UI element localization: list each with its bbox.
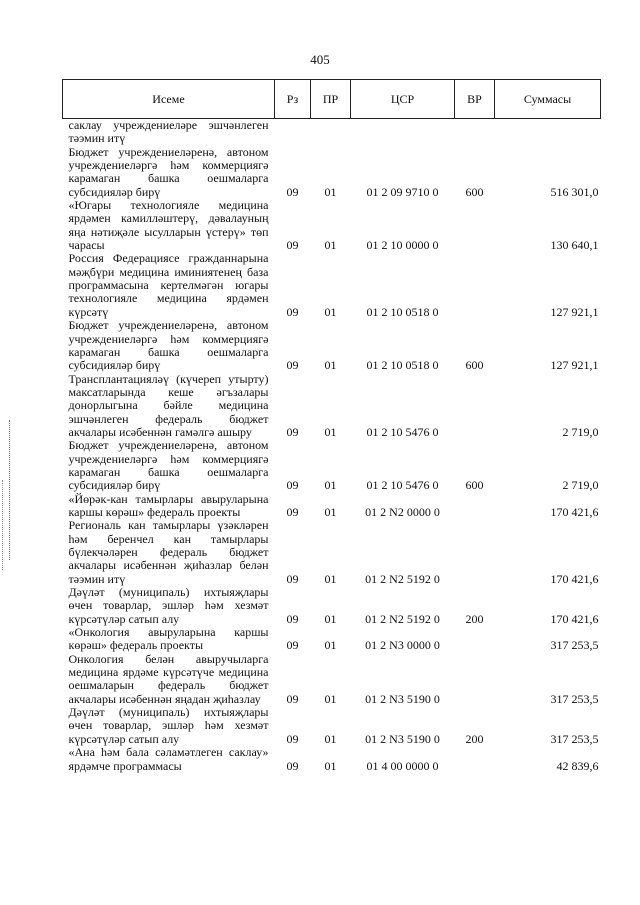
cell-pr: 01 xyxy=(324,238,337,253)
cell-pr: 01 xyxy=(324,638,337,653)
cell-sum: 170 421,6 xyxy=(550,571,599,586)
table-row xyxy=(63,746,601,773)
cell-name: «Йөрәк-кан тамырлары авыруларына каршы көрәш» федераль проекты xyxy=(68,491,269,519)
table-row xyxy=(63,252,601,319)
cell-sum: 127 921,1 xyxy=(550,358,599,373)
table-row xyxy=(63,119,601,146)
cell-csr: 01 2 N2 0000 0 xyxy=(365,504,440,519)
cell-name: саклау учреждениеләре эшчәнлеген тәэмин итү xyxy=(68,118,269,146)
header-csr: ЦСР xyxy=(351,80,455,119)
scan-margin-marks xyxy=(9,420,12,560)
cell-vr xyxy=(455,653,495,706)
cell-name: Бюджет учреждениеләренә, автоном учреждениеләргә һәм коммерциягә карамаган башка оешмаларга субсидияләр бирү xyxy=(68,438,269,493)
cell-csr: 01 2 10 0518 0 xyxy=(366,304,439,319)
cell-name: Бюджет учреждениеләренә, автоном учреждениеләргә һәм коммерциягә карамаган башка оешмаларга субсидияләр бирү xyxy=(68,318,269,373)
cell-vr xyxy=(455,519,495,586)
cell-rz: 09 xyxy=(286,611,299,626)
table-header xyxy=(63,80,601,119)
cell-sum: 516 301,0 xyxy=(550,184,599,199)
cell-sum: 127 921,1 xyxy=(550,304,599,319)
cell-vr xyxy=(455,626,495,653)
cell-rz: 09 xyxy=(286,758,299,773)
cell-sum: 42 839,6 xyxy=(556,758,599,773)
cell-csr: 01 2 10 5476 0 xyxy=(366,424,439,439)
cell-name: Россия Федерациясе гражданнарына мәҗбүри медицина иминиятенең база программасына кертелмәгән югары технологияле медицина ярдәмен күрсәтү xyxy=(68,251,269,319)
cell-name: Дәүләт (муниципаль) ихтыяҗлары өчен товарлар, эшләр һәм хезмәт күрсәтүләр сатып алу xyxy=(68,585,269,626)
cell-vr xyxy=(455,493,495,520)
cell-csr: 01 2 10 0518 0 xyxy=(366,358,439,373)
cell-name: Онкология белән авыручыларга медицина ярдәме күрсәтүче медицина оешмаларын федераль бюджет акчалары исәбеннән яңадан җиһазлау xyxy=(68,651,269,706)
table-row xyxy=(63,319,601,372)
cell-pr: 01 xyxy=(324,478,337,493)
table-row xyxy=(63,146,601,199)
cell-csr: 01 2 N3 5190 0 xyxy=(365,731,440,746)
cell-pr: 01 xyxy=(324,304,337,319)
cell-rz: 09 xyxy=(286,184,299,199)
table-row xyxy=(63,653,601,706)
cell-rz: 09 xyxy=(286,304,299,319)
header-vr: ВР xyxy=(455,80,495,119)
cell-name: Региональ кан тамырлары үзәкләрен һәм беренчел кан тамырлары бүлекчәләрен федераль бюджет акчалары исәбеннән җиһазлар белән тәэмин итү xyxy=(68,518,269,586)
header-name: Исеме xyxy=(63,80,275,119)
cell-sum: 2 719,0 xyxy=(562,478,599,493)
cell-rz: 09 xyxy=(286,571,299,586)
cell-sum xyxy=(495,119,601,146)
cell-rz: 09 xyxy=(286,638,299,653)
cell-csr: 01 2 10 5476 0 xyxy=(366,478,439,493)
cell-rz: 09 xyxy=(286,691,299,706)
header-row xyxy=(63,80,601,119)
table-row xyxy=(63,706,601,746)
cell-sum: 170 421,6 xyxy=(550,504,599,519)
budget-table xyxy=(62,79,601,773)
cell-pr: 01 xyxy=(324,691,337,706)
cell-sum: 317 253,5 xyxy=(550,731,599,746)
cell-name: Бюджет учреждениеләренә, автоном учреждениеләргә һәм коммерциягә карамаган башка оешмаларга субсидияләр бирү xyxy=(68,144,269,199)
cell-name: Дәүләт (муниципаль) ихтыяҗлары өчен товарлар, эшләр һәм хезмәт күрсәтүләр сатып алу xyxy=(68,705,269,746)
cell-pr: 01 xyxy=(324,571,337,586)
header-rz: Рз xyxy=(275,80,311,119)
cell-sum: 317 253,5 xyxy=(550,638,599,653)
cell-pr: 01 xyxy=(324,184,337,199)
cell-vr xyxy=(455,373,495,440)
header-pr: ПР xyxy=(311,80,351,119)
scan-margin-marks-secondary xyxy=(2,480,5,570)
cell-rz: 09 xyxy=(286,731,299,746)
budget-table-container xyxy=(62,79,600,773)
page-number: 405 xyxy=(310,52,330,67)
cell-pr: 01 xyxy=(324,731,337,746)
cell-pr: 01 xyxy=(324,611,337,626)
cell-pr: 01 xyxy=(324,358,337,373)
cell-sum: 130 640,1 xyxy=(550,238,599,253)
cell-rz: 09 xyxy=(286,238,299,253)
cell-csr: 01 4 00 0000 0 xyxy=(366,758,439,773)
cell-vr: 200 xyxy=(465,611,484,626)
table-row xyxy=(63,493,601,520)
cell-rz: 09 xyxy=(286,478,299,493)
cell-rz xyxy=(275,119,311,146)
cell-name: «Югары технологияле медицина ярдәмен камилләштерү, дәвалауның яңа нәтиҗәле ысулларын үстерү» төп чарасы xyxy=(68,198,269,253)
cell-csr xyxy=(351,119,455,146)
cell-csr: 01 2 09 9710 0 xyxy=(366,184,439,199)
cell-rz: 09 xyxy=(286,504,299,519)
cell-vr: 600 xyxy=(465,184,484,199)
cell-vr xyxy=(455,252,495,319)
cell-rz: 09 xyxy=(286,424,299,439)
cell-csr: 01 2 10 0000 0 xyxy=(366,238,439,253)
cell-sum: 170 421,6 xyxy=(550,611,599,626)
header-sum: Суммасы xyxy=(495,80,601,119)
cell-pr xyxy=(311,119,351,146)
cell-rz: 09 xyxy=(286,358,299,373)
table-row xyxy=(63,626,601,653)
cell-pr: 01 xyxy=(324,758,337,773)
cell-name: «Ана һәм бала сәламәтлеген саклау» ярдәмче программасы xyxy=(68,745,269,773)
cell-vr: 600 xyxy=(465,478,484,493)
cell-vr xyxy=(455,199,495,252)
table-body xyxy=(63,119,601,773)
cell-vr: 200 xyxy=(465,731,484,746)
cell-vr: 600 xyxy=(465,358,484,373)
cell-vr xyxy=(455,746,495,773)
table-row xyxy=(63,439,601,492)
table-row xyxy=(63,373,601,440)
cell-name: Трансплантацияләү (күчереп утырту) максатларында кеше әгъзалары донорлыгына бәйле медицина эшчәнлеген федераль бюджет акчалары исәбеннән гамәлгә ашыру xyxy=(68,371,269,439)
table-row xyxy=(63,519,601,586)
cell-csr: 01 2 N2 5192 0 xyxy=(365,611,440,626)
cell-pr: 01 xyxy=(324,504,337,519)
cell-sum: 317 253,5 xyxy=(550,691,599,706)
cell-csr: 01 2 N3 0000 0 xyxy=(365,638,440,653)
cell-name: «Онкология авыруларына каршы көрәш» федераль проекты xyxy=(68,625,269,653)
table-row xyxy=(63,199,601,252)
cell-pr: 01 xyxy=(324,424,337,439)
cell-csr: 01 2 N2 5192 0 xyxy=(365,571,440,586)
table-row xyxy=(63,586,601,626)
cell-vr xyxy=(455,119,495,146)
cell-sum: 2 719,0 xyxy=(562,424,599,439)
cell-csr: 01 2 N3 5190 0 xyxy=(365,691,440,706)
